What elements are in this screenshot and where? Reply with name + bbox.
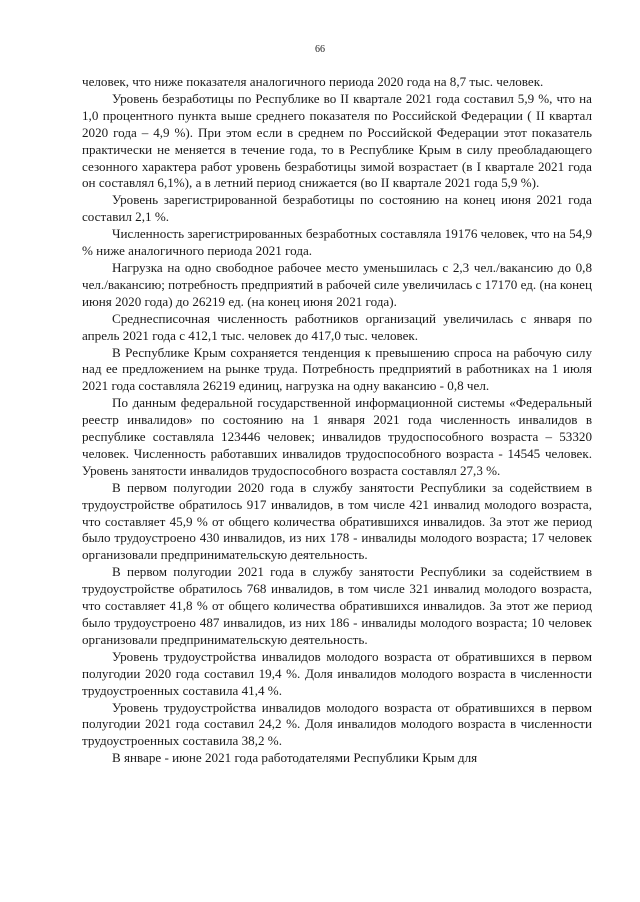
paragraph: Уровень зарегистрированной безработицы по состоянию на конец июня 2021 года составил 2,1 %. (82, 192, 592, 225)
paragraph: В первом полугодии 2020 года в службу занятости Республики за содействием в трудоустройстве обратилось 917 инвалидов, в том числе 421 инвалид молодого возраста, что составляет 45,9 % от общего количества обратившихся инвалидов. За этот же период было трудоустроено 430 инвалидов, из них 178 - инвалиды молодого возраста; 17 человек организовали предпринимательскую деятельность. (82, 479, 592, 563)
paragraph: Среднесписочная численность работников организаций увеличилась с января по апрель 2021 года с 412,1 тыс. человек до 417,0 тыс. человек. (82, 310, 592, 343)
paragraph: Уровень трудоустройства инвалидов молодого возраста от обратившихся в первом полугодии 2021 года составил 24,2 %. Доля инвалидов молодого возраста в численности трудоустроенных составила 38,2 %. (82, 699, 592, 749)
document-body (82, 74, 592, 767)
paragraph: человек, что ниже показателя аналогичного периода 2020 года на 8,7 тыс. человек. (82, 74, 544, 89)
paragraph: В первом полугодии 2021 года в службу занятости Республики за содействием в трудоустройстве обратилось 768 инвалидов, в том числе 321 инвалид молодого возраста, что составляет 41,8 % от общего количества обратившихся инвалидов. За этот же период было трудоустроено 487 инвалидов, из них 186 - инвалиды молодого возраста; 10 человек организовали предпринимательскую деятельность. (82, 564, 592, 647)
paragraph: Уровень безработицы по Республике во II квартале 2021 года составил 5,9 %, что на 1,0 процентного пункта выше среднего показателя по Российской Федерации ( II квартал 2020 года – 4,9 %). При этом если в среднем по Российской Федерации этот показатель практически не меняется в течение года, то в Республике Крым в силу преобладающего сезонного характера работ уровень безработицы зимой возрастает (в I квартале 2021 года он составлял 6,1%), а в летний период снижается (во II квартале 2021 года 5,9 %). (82, 90, 592, 191)
paragraph: По данным федеральной государственной информационной системы «Федеральный реестр инвалидов» по состоянию на 1 января 2021 года численность инвалидов в республике составляла 123446 человек; инвалидов трудоспособного возраста – 53320 человек. Численность работавших инвалидов трудоспособного возраста - 14545 человек. Уровень занятости инвалидов трудоспособного возраста составлял 27,3 %. (82, 395, 592, 478)
paragraph: В Республике Крым сохраняется тенденция к превышению спроса на рабочую силу над ее предложением на рынке труда. Потребность предприятий в работниках на 1 июля 2021 года составляла 26219 единиц, нагрузка на одну вакансию - 0,8 чел. (82, 344, 592, 394)
paragraph: В январе - июне 2021 года работодателями Республики Крым для (112, 750, 478, 766)
paragraph: Нагрузка на одно свободное рабочее место уменьшилась с 2,3 чел./вакансию до 0,8 чел./вакансию; потребность предприятий в рабочей силе увеличилась с 17170 ед. (на конец июня 2020 года) до 26219 ед. (на конец июня 2021 года). (82, 259, 592, 309)
paragraph: Численность зарегистрированных безработных составляла 19176 человек, что на 54,9 % ниже аналогичного периода 2021 года. (82, 226, 592, 259)
paragraph: Уровень трудоустройства инвалидов молодого возраста от обратившихся в первом полугодии 2020 года составил 19,4 %. Доля инвалидов молодого возраста в численности трудоустроенных составила 41,4 %. (82, 648, 592, 698)
page-number: 66 (315, 44, 325, 55)
